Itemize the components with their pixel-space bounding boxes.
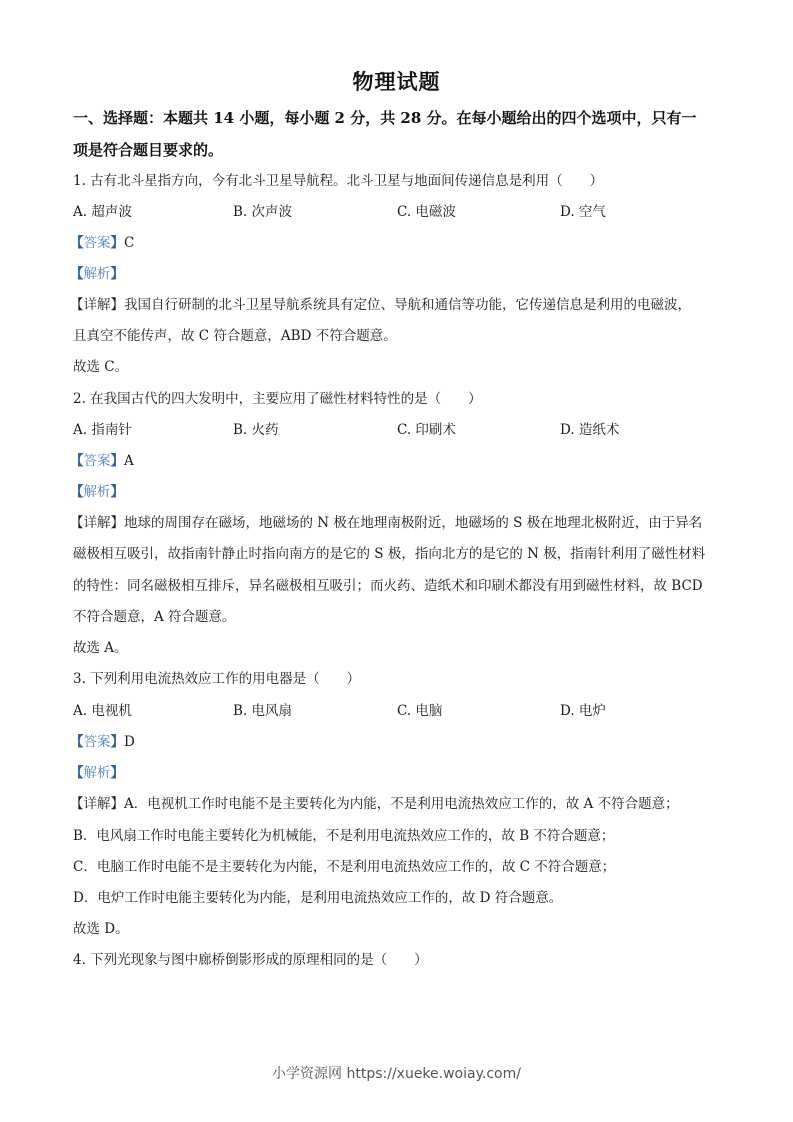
question-3-detail-line-3: C．电脑工作时电能不是主要转化为内能，不是利用电流热效应工作的，故 C 不符合题意；: [73, 859, 616, 875]
question-2-option-d: D. 造纸术: [560, 422, 620, 438]
question-3-answer: [70, 732, 135, 752]
watermark-footer: 小学资源网 https://xueke.woiay.com/: [272, 1066, 521, 1082]
question-3-detail-line-2: B．电风扇工作时电能主要转化为机械能，不是利用电流热效应工作的，故 B 不符合题意；: [73, 828, 615, 844]
answer-value: C: [124, 235, 135, 251]
answer-label: 【答案】: [70, 734, 124, 750]
answer-label: 【答案】: [70, 235, 124, 251]
question-1-option-a: A. 超声波: [73, 204, 132, 220]
question-3-detail-line-1: 【详解】A．电视机工作时电能不是主要转化为内能，不是利用电流热效应工作的，故 A 不符合题意；: [70, 796, 679, 812]
question-1-option-c: C. 电磁波: [397, 204, 456, 220]
answer-label: 【答案】: [70, 453, 124, 469]
question-4-stem: 4. 下列光现象与图中廊桥倒影形成的原理相同的是（ ）: [73, 952, 428, 968]
section-heading-line-1: 一、选择题：本题共 14 小题，每小题 2 分，共 28 分。在每小题给出的四个选项中，只有一: [73, 109, 697, 127]
question-2-option-c: C. 印刷术: [397, 422, 456, 438]
section-heading-line-2: 项是符合题目要求的。: [73, 141, 224, 159]
question-1-detail-line-2: 且真空不能传声，故 C 符合题意，ABD 不符合题意。: [73, 328, 397, 344]
detail-label: 【详解】: [70, 515, 124, 531]
question-3-conclusion: 故选 D。: [73, 921, 129, 937]
question-2-detail-line-2: 磁极相互吸引，故指南针静止时指向南方的是它的 S 极，指向北方的是它的 N 极，指南针利用了磁性材料: [73, 546, 706, 562]
question-3-stem: 3. 下列利用电流热效应工作的用电器是（ ）: [73, 671, 361, 687]
analysis-label: 【解析】: [70, 765, 124, 781]
detail-label: 【详解】: [70, 796, 124, 812]
question-2-detail-line-1: 【详解】地球的周围存在磁场，地磁场的 N 极在地理南极附近，地磁场的 S 极在地理北极附近，由于异名: [70, 515, 703, 531]
question-2-analysis-label: [70, 482, 124, 502]
question-1-detail-line-1: 【详解】我国自行研制的北斗卫星导航系统具有定位、导航和通信等功能，它传递信息是利用的电磁波，: [70, 297, 691, 313]
analysis-label: 【解析】: [70, 484, 124, 500]
question-3-analysis-label: [70, 763, 124, 783]
answer-value: D: [124, 734, 135, 750]
question-3-option-c: C. 电脑: [397, 703, 443, 719]
question-2-answer: [70, 451, 134, 471]
question-1-analysis-label: [70, 264, 124, 284]
answer-value: A: [124, 453, 134, 469]
question-3-option-a: A. 电视机: [73, 703, 132, 719]
detail-label: 【详解】: [70, 297, 124, 313]
question-2-option-a: A. 指南针: [73, 422, 132, 438]
question-2-option-b: B. 火药: [233, 422, 279, 438]
question-2-conclusion: 故选 A。: [73, 640, 128, 656]
question-1-answer: [70, 233, 134, 253]
question-1-option-b: B. 次声波: [233, 204, 293, 220]
question-1-stem: 1. 古有北斗星指方向，今有北斗卫星导航程。北斗卫星与地面间传递信息是利用（ ）: [73, 173, 604, 189]
question-1-conclusion: 故选 C。: [73, 359, 129, 375]
question-3-option-d: D. 电炉: [560, 703, 606, 719]
question-2-stem: 2. 在我国古代的四大发明中，主要应用了磁性材料特性的是（ ）: [73, 391, 482, 407]
question-3-option-b: B. 电风扇: [233, 703, 293, 719]
analysis-label: 【解析】: [70, 266, 124, 282]
page-title: 物理试题: [352, 69, 441, 94]
question-1-option-d: D. 空气: [560, 204, 606, 220]
question-3-detail-line-4: D．电炉工作时电能主要转化为内能，是利用电流热效应工作的，故 D 符合题意。: [73, 890, 563, 906]
question-2-detail-line-3: 的特性：同名磁极相互排斥，异名磁极相互吸引；而火药、造纸术和印刷术都没有用到磁性材料，故 BCD: [73, 578, 703, 594]
question-2-detail-line-4: 不符合题意，A 符合题意。: [73, 609, 236, 625]
